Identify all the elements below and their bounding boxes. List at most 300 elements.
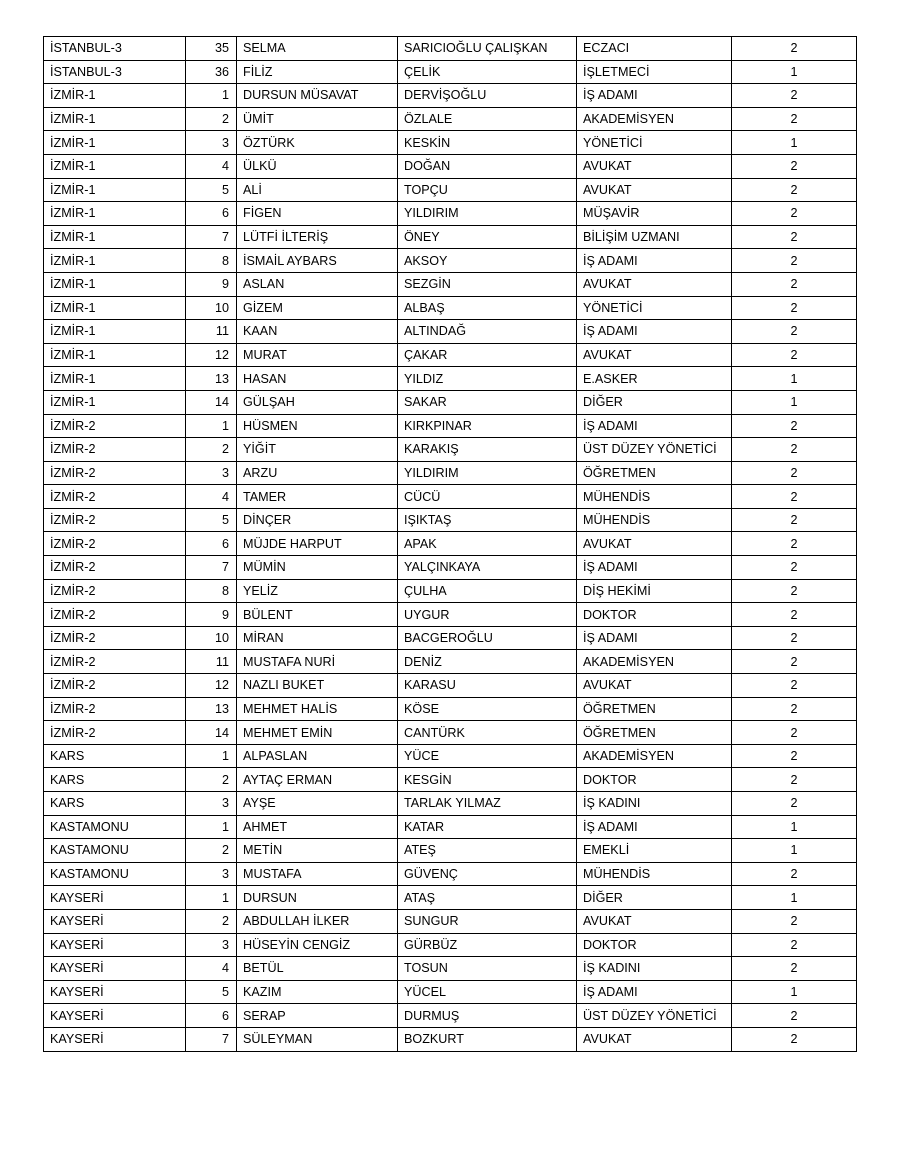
first-name-cell: DİNÇER — [237, 508, 398, 532]
profession-cell: İŞLETMECİ — [577, 60, 732, 84]
first-name-cell: SÜLEYMAN — [237, 1027, 398, 1051]
last-name-cell: ALBAŞ — [398, 296, 577, 320]
province-cell: İZMİR-1 — [44, 272, 186, 296]
profession-cell: AVUKAT — [577, 909, 732, 933]
province-cell: KAYSERİ — [44, 909, 186, 933]
table-row — [44, 131, 857, 155]
table-row — [44, 461, 857, 485]
profession-cell: MÜHENDİS — [577, 485, 732, 509]
last-name-cell: AKSOY — [398, 249, 577, 273]
value-cell: 2 — [732, 343, 857, 367]
order-cell: 11 — [186, 650, 237, 674]
value-cell: 2 — [732, 178, 857, 202]
last-name-cell: KESGİN — [398, 768, 577, 792]
table-row — [44, 1004, 857, 1028]
order-cell: 5 — [186, 508, 237, 532]
first-name-cell: İSMAİL AYBARS — [237, 249, 398, 273]
first-name-cell: HÜSMEN — [237, 414, 398, 438]
table-row — [44, 438, 857, 462]
value-cell: 1 — [732, 60, 857, 84]
first-name-cell: GİZEM — [237, 296, 398, 320]
order-cell: 9 — [186, 272, 237, 296]
table-row — [44, 933, 857, 957]
province-cell: İZMİR-1 — [44, 178, 186, 202]
first-name-cell: MURAT — [237, 343, 398, 367]
value-cell: 2 — [732, 909, 857, 933]
table-row — [44, 178, 857, 202]
order-cell: 4 — [186, 957, 237, 981]
table-row — [44, 744, 857, 768]
province-cell: İZMİR-1 — [44, 107, 186, 131]
value-cell: 1 — [732, 367, 857, 391]
table-row — [44, 579, 857, 603]
profession-cell: ÖĞRETMEN — [577, 461, 732, 485]
table-row — [44, 225, 857, 249]
first-name-cell: MUSTAFA — [237, 862, 398, 886]
first-name-cell: SELMA — [237, 37, 398, 61]
value-cell: 2 — [732, 107, 857, 131]
order-cell: 1 — [186, 414, 237, 438]
first-name-cell: MEHMET HALİS — [237, 697, 398, 721]
order-cell: 3 — [186, 862, 237, 886]
order-cell: 13 — [186, 367, 237, 391]
profession-cell: AVUKAT — [577, 532, 732, 556]
table-row — [44, 650, 857, 674]
last-name-cell: KARASU — [398, 674, 577, 698]
profession-cell: DOKTOR — [577, 603, 732, 627]
profession-cell: AVUKAT — [577, 343, 732, 367]
order-cell: 4 — [186, 154, 237, 178]
first-name-cell: ÜMİT — [237, 107, 398, 131]
table-row — [44, 768, 857, 792]
province-cell: KAYSERİ — [44, 933, 186, 957]
table-row — [44, 1027, 857, 1051]
order-cell: 5 — [186, 178, 237, 202]
last-name-cell: YILDIRIM — [398, 461, 577, 485]
order-cell: 3 — [186, 792, 237, 816]
last-name-cell: APAK — [398, 532, 577, 556]
table-row — [44, 107, 857, 131]
province-cell: İZMİR-2 — [44, 508, 186, 532]
province-cell: İZMİR-2 — [44, 556, 186, 580]
last-name-cell: YALÇINKAYA — [398, 556, 577, 580]
province-cell: İZMİR-1 — [44, 320, 186, 344]
province-cell: İZMİR-1 — [44, 343, 186, 367]
province-cell: İZMİR-2 — [44, 697, 186, 721]
last-name-cell: SARICIOĞLU ÇALIŞKAN — [398, 37, 577, 61]
table-row — [44, 839, 857, 863]
first-name-cell: LÜTFİ İLTERİŞ — [237, 225, 398, 249]
first-name-cell: ALPASLAN — [237, 744, 398, 768]
first-name-cell: KAAN — [237, 320, 398, 344]
profession-cell: DİĞER — [577, 886, 732, 910]
table-row — [44, 980, 857, 1004]
first-name-cell: AYŞE — [237, 792, 398, 816]
table-row — [44, 886, 857, 910]
province-cell: İZMİR-1 — [44, 225, 186, 249]
profession-cell: MÜŞAVİR — [577, 202, 732, 226]
province-cell: İZMİR-1 — [44, 249, 186, 273]
value-cell: 2 — [732, 154, 857, 178]
value-cell: 1 — [732, 815, 857, 839]
table-body — [44, 37, 857, 1052]
province-cell: KASTAMONU — [44, 839, 186, 863]
province-cell: İZMİR-2 — [44, 414, 186, 438]
order-cell: 11 — [186, 320, 237, 344]
table-row — [44, 508, 857, 532]
candidate-table — [43, 36, 857, 1052]
province-cell: İZMİR-2 — [44, 603, 186, 627]
province-cell: İZMİR-1 — [44, 84, 186, 108]
profession-cell: AVUKAT — [577, 674, 732, 698]
value-cell: 2 — [732, 202, 857, 226]
order-cell: 10 — [186, 626, 237, 650]
order-cell: 6 — [186, 532, 237, 556]
last-name-cell: IŞIKTAŞ — [398, 508, 577, 532]
profession-cell: AVUKAT — [577, 272, 732, 296]
last-name-cell: KATAR — [398, 815, 577, 839]
last-name-cell: ÇELİK — [398, 60, 577, 84]
profession-cell: İŞ ADAMI — [577, 249, 732, 273]
value-cell: 2 — [732, 414, 857, 438]
first-name-cell: DURSUN — [237, 886, 398, 910]
table-row — [44, 697, 857, 721]
value-cell: 2 — [732, 249, 857, 273]
value-cell: 1 — [732, 886, 857, 910]
first-name-cell: MUSTAFA NURİ — [237, 650, 398, 674]
first-name-cell: SERAP — [237, 1004, 398, 1028]
table-row — [44, 815, 857, 839]
last-name-cell: GÜRBÜZ — [398, 933, 577, 957]
value-cell: 1 — [732, 980, 857, 1004]
province-cell: İZMİR-2 — [44, 438, 186, 462]
first-name-cell: ABDULLAH İLKER — [237, 909, 398, 933]
order-cell: 35 — [186, 37, 237, 61]
last-name-cell: YILDIRIM — [398, 202, 577, 226]
last-name-cell: ATAŞ — [398, 886, 577, 910]
value-cell: 2 — [732, 674, 857, 698]
last-name-cell: ALTINDAĞ — [398, 320, 577, 344]
order-cell: 3 — [186, 131, 237, 155]
province-cell: KAYSERİ — [44, 957, 186, 981]
order-cell: 8 — [186, 579, 237, 603]
first-name-cell: ÜLKÜ — [237, 154, 398, 178]
profession-cell: YÖNETİCİ — [577, 296, 732, 320]
first-name-cell: BÜLENT — [237, 603, 398, 627]
value-cell: 2 — [732, 1004, 857, 1028]
order-cell: 6 — [186, 1004, 237, 1028]
first-name-cell: ALİ — [237, 178, 398, 202]
value-cell: 2 — [732, 721, 857, 745]
table-row — [44, 249, 857, 273]
profession-cell: İŞ KADINI — [577, 957, 732, 981]
table-row — [44, 485, 857, 509]
order-cell: 14 — [186, 390, 237, 414]
last-name-cell: DURMUŞ — [398, 1004, 577, 1028]
order-cell: 1 — [186, 84, 237, 108]
profession-cell: AKADEMİSYEN — [577, 107, 732, 131]
first-name-cell: MÜMİN — [237, 556, 398, 580]
profession-cell: YÖNETİCİ — [577, 131, 732, 155]
first-name-cell: MÜJDE HARPUT — [237, 532, 398, 556]
profession-cell: ÜST DÜZEY YÖNETİCİ — [577, 438, 732, 462]
table-row — [44, 390, 857, 414]
profession-cell: ÖĞRETMEN — [577, 721, 732, 745]
value-cell: 2 — [732, 532, 857, 556]
first-name-cell: HÜSEYİN CENGİZ — [237, 933, 398, 957]
order-cell: 6 — [186, 202, 237, 226]
table-row — [44, 37, 857, 61]
first-name-cell: HASAN — [237, 367, 398, 391]
order-cell: 4 — [186, 485, 237, 509]
province-cell: KASTAMONU — [44, 862, 186, 886]
profession-cell: AVUKAT — [577, 154, 732, 178]
province-cell: İZMİR-1 — [44, 154, 186, 178]
last-name-cell: ÖNEY — [398, 225, 577, 249]
order-cell: 2 — [186, 909, 237, 933]
order-cell: 9 — [186, 603, 237, 627]
value-cell: 1 — [732, 390, 857, 414]
table-row — [44, 626, 857, 650]
order-cell: 7 — [186, 1027, 237, 1051]
value-cell: 2 — [732, 697, 857, 721]
province-cell: KAYSERİ — [44, 886, 186, 910]
province-cell: İZMİR-2 — [44, 461, 186, 485]
profession-cell: MÜHENDİS — [577, 508, 732, 532]
value-cell: 2 — [732, 768, 857, 792]
last-name-cell: KARAKIŞ — [398, 438, 577, 462]
profession-cell: İŞ KADINI — [577, 792, 732, 816]
value-cell: 2 — [732, 225, 857, 249]
province-cell: İZMİR-1 — [44, 131, 186, 155]
last-name-cell: SUNGUR — [398, 909, 577, 933]
last-name-cell: CANTÜRK — [398, 721, 577, 745]
value-cell: 2 — [732, 438, 857, 462]
province-cell: KARS — [44, 768, 186, 792]
table-row — [44, 957, 857, 981]
last-name-cell: SAKAR — [398, 390, 577, 414]
value-cell: 2 — [732, 957, 857, 981]
profession-cell: İŞ ADAMI — [577, 556, 732, 580]
first-name-cell: FİLİZ — [237, 60, 398, 84]
profession-cell: DOKTOR — [577, 768, 732, 792]
table-row — [44, 909, 857, 933]
order-cell: 2 — [186, 438, 237, 462]
value-cell: 2 — [732, 603, 857, 627]
province-cell: İZMİR-1 — [44, 296, 186, 320]
first-name-cell: NAZLI BUKET — [237, 674, 398, 698]
province-cell: İZMİR-2 — [44, 626, 186, 650]
profession-cell: DİŞ HEKİMİ — [577, 579, 732, 603]
first-name-cell: YELİZ — [237, 579, 398, 603]
last-name-cell: ÇULHA — [398, 579, 577, 603]
profession-cell: İŞ ADAMI — [577, 84, 732, 108]
profession-cell: ÜST DÜZEY YÖNETİCİ — [577, 1004, 732, 1028]
profession-cell: DİĞER — [577, 390, 732, 414]
table-row — [44, 202, 857, 226]
value-cell: 2 — [732, 626, 857, 650]
order-cell: 12 — [186, 343, 237, 367]
province-cell: KARS — [44, 744, 186, 768]
first-name-cell: TAMER — [237, 485, 398, 509]
profession-cell: İŞ ADAMI — [577, 980, 732, 1004]
profession-cell: AVUKAT — [577, 178, 732, 202]
order-cell: 12 — [186, 674, 237, 698]
province-cell: İZMİR-2 — [44, 721, 186, 745]
last-name-cell: BOZKURT — [398, 1027, 577, 1051]
first-name-cell: METİN — [237, 839, 398, 863]
order-cell: 1 — [186, 815, 237, 839]
first-name-cell: ASLAN — [237, 272, 398, 296]
table-row — [44, 367, 857, 391]
table-row — [44, 84, 857, 108]
order-cell: 2 — [186, 107, 237, 131]
value-cell: 2 — [732, 84, 857, 108]
first-name-cell: ÖZTÜRK — [237, 131, 398, 155]
last-name-cell: TOPÇU — [398, 178, 577, 202]
first-name-cell: BETÜL — [237, 957, 398, 981]
order-cell: 10 — [186, 296, 237, 320]
profession-cell: E.ASKER — [577, 367, 732, 391]
province-cell: KAYSERİ — [44, 1004, 186, 1028]
value-cell: 2 — [732, 296, 857, 320]
province-cell: İSTANBUL-3 — [44, 60, 186, 84]
first-name-cell: KAZIM — [237, 980, 398, 1004]
first-name-cell: GÜLŞAH — [237, 390, 398, 414]
profession-cell: İŞ ADAMI — [577, 626, 732, 650]
last-name-cell: TARLAK YILMAZ — [398, 792, 577, 816]
value-cell: 2 — [732, 37, 857, 61]
profession-cell: İŞ ADAMI — [577, 414, 732, 438]
last-name-cell: UYGUR — [398, 603, 577, 627]
last-name-cell: KIRKPINAR — [398, 414, 577, 438]
value-cell: 2 — [732, 862, 857, 886]
table-row — [44, 862, 857, 886]
order-cell: 1 — [186, 886, 237, 910]
value-cell: 2 — [732, 485, 857, 509]
last-name-cell: DENİZ — [398, 650, 577, 674]
province-cell: İZMİR-2 — [44, 532, 186, 556]
province-cell: İZMİR-1 — [44, 390, 186, 414]
value-cell: 2 — [732, 792, 857, 816]
order-cell: 3 — [186, 461, 237, 485]
value-cell: 2 — [732, 272, 857, 296]
order-cell: 7 — [186, 556, 237, 580]
province-cell: KASTAMONU — [44, 815, 186, 839]
province-cell: İZMİR-2 — [44, 579, 186, 603]
order-cell: 36 — [186, 60, 237, 84]
last-name-cell: KÖSE — [398, 697, 577, 721]
province-cell: İZMİR-1 — [44, 202, 186, 226]
order-cell: 13 — [186, 697, 237, 721]
profession-cell: ECZACI — [577, 37, 732, 61]
province-cell: İZMİR-2 — [44, 650, 186, 674]
province-cell: İZMİR-2 — [44, 485, 186, 509]
value-cell: 2 — [732, 744, 857, 768]
first-name-cell: AHMET — [237, 815, 398, 839]
profession-cell: ÖĞRETMEN — [577, 697, 732, 721]
last-name-cell: SEZGİN — [398, 272, 577, 296]
table-row — [44, 721, 857, 745]
value-cell: 2 — [732, 579, 857, 603]
last-name-cell: DERVİŞOĞLU — [398, 84, 577, 108]
table-row — [44, 792, 857, 816]
table-row — [44, 674, 857, 698]
last-name-cell: ÖZLALE — [398, 107, 577, 131]
last-name-cell: ATEŞ — [398, 839, 577, 863]
value-cell: 2 — [732, 650, 857, 674]
order-cell: 8 — [186, 249, 237, 273]
province-cell: KARS — [44, 792, 186, 816]
first-name-cell: YİĞİT — [237, 438, 398, 462]
table-row — [44, 343, 857, 367]
order-cell: 14 — [186, 721, 237, 745]
province-cell: KAYSERİ — [44, 1027, 186, 1051]
table-row — [44, 320, 857, 344]
first-name-cell: FİGEN — [237, 202, 398, 226]
value-cell: 2 — [732, 461, 857, 485]
order-cell: 2 — [186, 768, 237, 792]
last-name-cell: KESKİN — [398, 131, 577, 155]
last-name-cell: GÜVENÇ — [398, 862, 577, 886]
table-row — [44, 603, 857, 627]
table-row — [44, 272, 857, 296]
order-cell: 5 — [186, 980, 237, 1004]
province-cell: İZMİR-1 — [44, 367, 186, 391]
last-name-cell: ÇAKAR — [398, 343, 577, 367]
last-name-cell: YÜCEL — [398, 980, 577, 1004]
value-cell: 1 — [732, 131, 857, 155]
first-name-cell: ARZU — [237, 461, 398, 485]
value-cell: 2 — [732, 933, 857, 957]
order-cell: 2 — [186, 839, 237, 863]
last-name-cell: YÜCE — [398, 744, 577, 768]
first-name-cell: MİRAN — [237, 626, 398, 650]
value-cell: 2 — [732, 556, 857, 580]
last-name-cell: TOSUN — [398, 957, 577, 981]
profession-cell: İŞ ADAMI — [577, 320, 732, 344]
province-cell: İZMİR-2 — [44, 674, 186, 698]
profession-cell: AKADEMİSYEN — [577, 650, 732, 674]
last-name-cell: YILDIZ — [398, 367, 577, 391]
table-row — [44, 556, 857, 580]
first-name-cell: MEHMET EMİN — [237, 721, 398, 745]
value-cell: 2 — [732, 320, 857, 344]
profession-cell: AVUKAT — [577, 1027, 732, 1051]
table-row — [44, 532, 857, 556]
first-name-cell: AYTAÇ ERMAN — [237, 768, 398, 792]
value-cell: 2 — [732, 1027, 857, 1051]
profession-cell: MÜHENDİS — [577, 862, 732, 886]
table-row — [44, 414, 857, 438]
value-cell: 2 — [732, 508, 857, 532]
table-row — [44, 60, 857, 84]
order-cell: 7 — [186, 225, 237, 249]
profession-cell: AKADEMİSYEN — [577, 744, 732, 768]
last-name-cell: DOĞAN — [398, 154, 577, 178]
profession-cell: BİLİŞİM UZMANI — [577, 225, 732, 249]
last-name-cell: CÜCÜ — [398, 485, 577, 509]
table-row — [44, 154, 857, 178]
province-cell: İSTANBUL-3 — [44, 37, 186, 61]
order-cell: 1 — [186, 744, 237, 768]
order-cell: 3 — [186, 933, 237, 957]
table-row — [44, 296, 857, 320]
value-cell: 1 — [732, 839, 857, 863]
first-name-cell: DURSUN MÜSAVAT — [237, 84, 398, 108]
province-cell: KAYSERİ — [44, 980, 186, 1004]
profession-cell: İŞ ADAMI — [577, 815, 732, 839]
